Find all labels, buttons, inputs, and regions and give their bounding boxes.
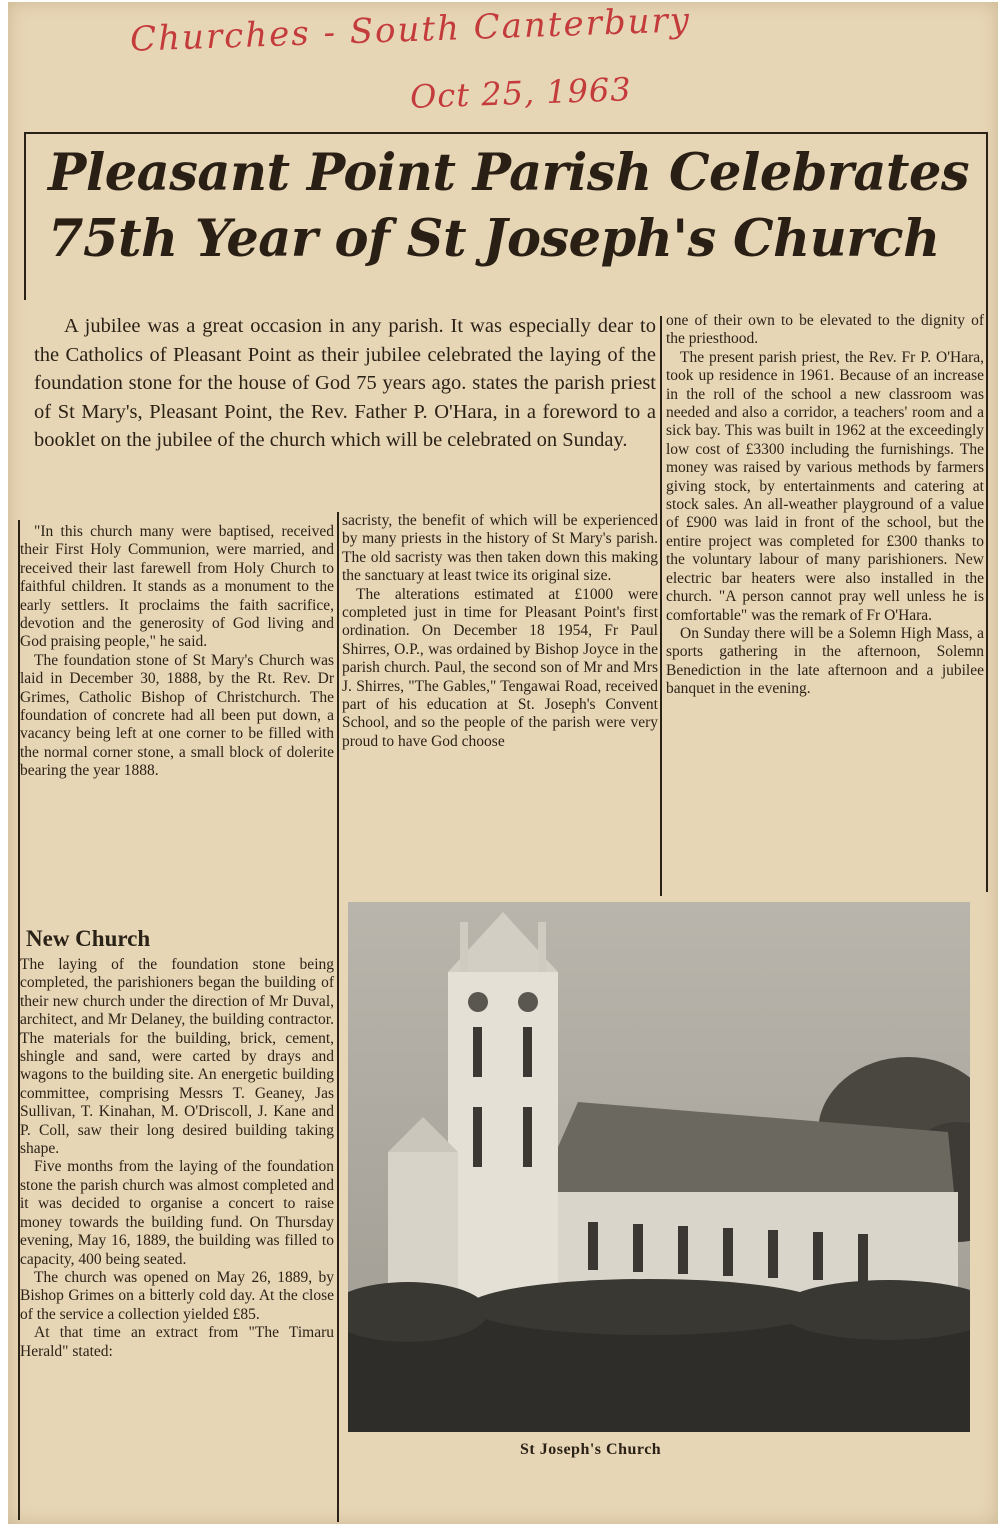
headline-line-2: 75th Year of St Joseph's Church [48,209,940,269]
column-1-top [20,523,334,781]
paragraph: The present parish priest, the Rev. Fr P. O'Hara, took up residence in 1961. Because of an increase in the roll of the school a new classroom was needed and also a corridor, a teachers' room and a sick bay. This was built in 1962 at the exceedingly low cost of £3300 including the furnishings. The money was raised by various methods by farmers giving stock, by entertainments and catering at stock sales. An all-weather playground of a value of £900 was laid in front of the school, but the entire project was completed for £300 thanks to the voluntary labour of many parishioners. New electric bar heaters were also installed in the church. "A person cannot pray well unless he is comfortable" was the remark of Fr O'Hara. [666,348,984,624]
column-1-bottom [20,956,334,1361]
photo-caption: St Joseph's Church [520,1441,662,1458]
column-2 [342,512,658,751]
paragraph: At that time an extract from "The Timaru Herald" stated: [20,1324,334,1360]
headline-line-1: Pleasant Point Parish Celebrates [48,143,970,203]
headline [48,140,988,272]
handwritten-date: Oct 25, 1963 [409,70,633,116]
top-rule [26,132,986,134]
church-illustration [348,902,970,1432]
subheading-new-church: New Church [26,926,151,951]
paragraph: sacristy, the benefit of which will be experienced by many priests in the history of St Mary's parish. The old sacristy was then taken down this making the sanctuary at least twice its original size. [342,512,658,585]
left-rule [24,132,26,300]
paragraph: "In this church many were baptised, received their First Holy Communion, were married, and received their last farewell from Holy Church to faithful children. It stands as a monument to the early settlers. It proclaims the faith sacrifice, devotion and the generosity of God living and God praising people," he said. [20,523,334,651]
lead-text: A jubilee was a great occasion in any parish. It was especially dear to the Catholics of Pleasant Point as their jubilee celebrated the laying of the foundation stone for the house of God 75 years ago. states the parish priest of St Mary's, Pleasant Point, the Rev. Father P. O'Hara, in a foreword to a booklet on the jubilee of the church which will be celebrated on Sunday. [34,315,656,451]
paragraph: The alterations estimated at £1000 were completed just in time for Pleasant Point's first ordination. On December 18 1954, Fr Paul Shirres, O.P., was ordained by Bishop Joyce in the parish church. Paul, the second son of Mr and Mrs J. Shirres, "The Gables," Tengawai Road, received part of his education at St. Joseph's Convent School, and so the people of the parish were very proud to have God choose [342,585,658,750]
paragraph: The church was opened on May 26, 1889, by Bishop Grimes on a bitterly cold day. At the close of the service a collection yielded £85. [20,1268,334,1323]
paragraph: On Sunday there will be a Solemn High Mass, a sports gathering in the afternoon, Solemn Benediction in the late afternoon and a jubilee banquet in the evening. [666,624,984,698]
paragraph: Five months from the laying of the foundation stone the parish church was almost completed and it was decided to organise a concert to raise money towards the building fund. On Thursday evening, May 16, 1889, the building was filled to capacity, 400 being seated. [20,1158,334,1268]
lead-paragraph [34,312,656,455]
column-3 [666,312,984,699]
handwritten-subject: Churches - South Canterbury [129,0,692,60]
paragraph: one of their own to be elevated to the dignity of the priesthood. [666,312,984,348]
column-rule-1 [337,512,339,1522]
church-photo [348,902,970,1432]
paragraph: The laying of the foundation stone being completed, the parishioners began the building of their new church under the direction of Mr Duval, architect, and Mr Delaney, the building contractor. The materials for the building, brick, cement, shingle and sand, were carted by drays and wagons to the building site. An energetic building committee, comprising Messrs T. Geaney, Jas Sullivan, T. Kinahan, M. O'Driscoll, J. Kane and P. Coll, saw their long desired building taking shape. [20,956,334,1158]
paragraph: The foundation stone of St Mary's Church was laid in December 30, 1888, by the Rt. Rev. Dr Grimes, Catholic Bishop of Christchurch. The foundation of concrete had all been put down, a vacancy being left at one corner to be filled with the normal corner stone, a small block of dolerite bearing the year 1888. [20,651,334,780]
column-rule-2 [660,316,662,896]
